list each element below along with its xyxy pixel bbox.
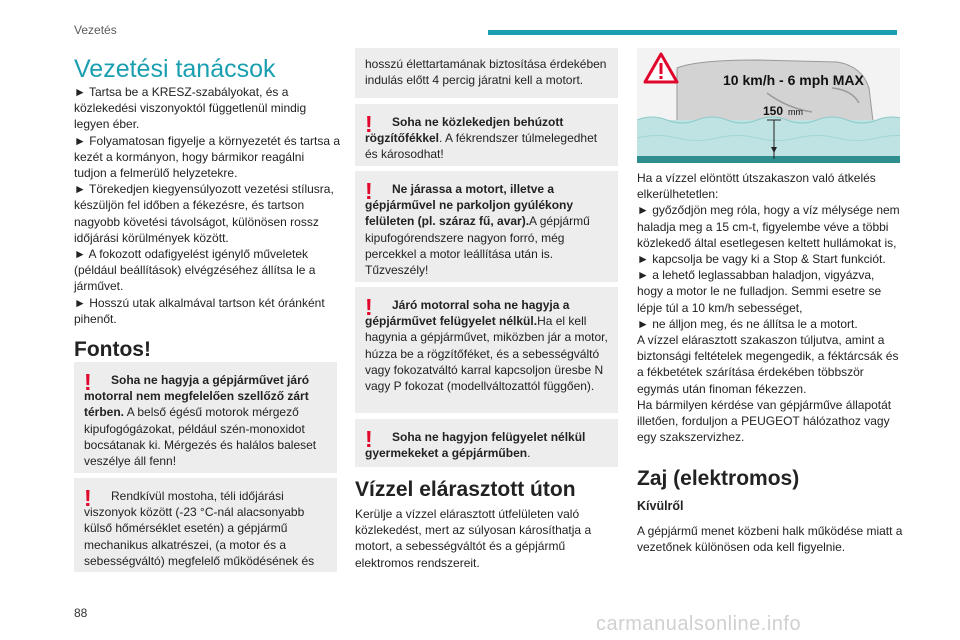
flood-line: ► győződjön meg róla, hogy a víz mélysége nem haladja meg a 15 cm-t, figyelembe véve a többi közlekedő által esetlegesen keltett hullámokat is,: [637, 203, 900, 250]
warning-icon: !: [365, 111, 373, 137]
section-header: Vezetés: [74, 23, 117, 37]
warning-text: A gépjármű kipufogórendszere nagyon forró, még percekkel a motor leállítása után is. Tűzveszély!: [365, 214, 590, 278]
warning-text: A belső égésű motorok mérgező kipufogógázokat, például szén-monoxidot bocsátanak ki. Mérgezés és halálos baleset veszélye áll fenn!: [84, 405, 317, 469]
warning-bold: Járó motorral soha ne hagyja a gépjárművet felügyelet nélkül.: [365, 298, 570, 329]
header-accent-bar: [488, 30, 897, 35]
warning-icon: !: [365, 294, 373, 320]
warning-text: hosszú élettartamának biztosítása érdekében indulás előtt 4 percig járatni kell a motort.: [365, 57, 607, 88]
watermark: carmanualsonline.info: [596, 613, 802, 635]
warning-text: Rendkívül mostoha, téli időjárási viszonyok között (-23 °C-nál alacsonyabb külső hőmérséklet esetén) a gépjármű mechanikus alkatrészei, (a motor és a sebességváltó) megfelelő működésének és: [84, 489, 315, 568]
flood-line: ► a lehető leglassabban haladjon, vigyázva, hogy a motor le ne fulladjon. Semmi esetre se lépje túl a 10 km/h sebességet,: [637, 268, 882, 315]
flood-line: ► ne álljon meg, és ne állítsa le a motort.: [637, 316, 858, 331]
depth-value-label: 150: [763, 104, 784, 118]
outside-subheading: Kívülről: [637, 499, 684, 513]
warning-text: . A fékrendszer túlmelegedhet és károsodhat!: [365, 131, 598, 162]
car-in-water-icon: [637, 48, 900, 163]
flood-line: A vízzel elárasztott szakaszon túljutva, amint a biztonsági feltételek megengedik, a féktárcsák és a fékbetétek szárítása érdekében többször egymás után finoman fékezzen.: [637, 333, 899, 396]
warning-icon: !: [365, 426, 373, 452]
driving-tips: [74, 84, 340, 327]
tip-item: ► Folyamatosan figyelje a környezetét és tartsa a kezét a kormányon, hogy bármikor reagálni tudjon a felmerülő helyzetekre.: [74, 133, 341, 181]
flood-heading: Vízzel elárasztott úton: [355, 478, 576, 501]
flood-line: ► kapcsolja be vagy ki a Stop & Start funkciót.: [637, 252, 886, 267]
flood-line: Ha bármilyen kérdése van gépjárműve állapotát illetően, forduljon a PEUGEOT hálózathoz vagy egy szakszervizhez.: [637, 397, 892, 445]
outside-text: A gépjármű menet közbeni halk működése miatt a vezetőnek különösen oda kell figyelnie.: [637, 524, 903, 555]
noise-heading: Zaj (elektromos): [637, 467, 800, 490]
tip-item: ► A fokozott odafigyelést igénylő műveletek (például beállítások) elvégzéséhez állítsa le a járművet.: [74, 247, 316, 294]
warning-icon: !: [365, 178, 373, 204]
tip-item: ► Hosszú utak alkalmával tartson két óránként pihenőt.: [74, 295, 325, 326]
flood-intro: Kerülje a vízzel elárasztott útfelületen való közlekedést, mert az súlyosan károsíthatja a motort, a sebességváltót és a gépjármű elektromos rendszereit.: [355, 507, 592, 570]
page-number: 88: [74, 606, 88, 620]
flooded-road-illustration: [637, 48, 900, 163]
important-heading: Fontos!: [74, 338, 151, 361]
warning-icon: !: [84, 485, 92, 511]
warning-bold: Soha ne hagyjon felügyelet nélkül gyermekeket a gépjárműben: [365, 430, 586, 461]
warning-box-unattended: [355, 287, 618, 413]
flood-instructions: [637, 170, 903, 445]
warning-box-winter-cont: [355, 48, 618, 98]
warning-box-enclosed-space: [74, 362, 337, 473]
warning-box-winter: [74, 478, 337, 572]
page-title: Vezetési tanácsok: [74, 55, 276, 83]
warning-text: .: [527, 446, 531, 461]
warning-box-children: [355, 419, 618, 467]
warning-bold: Ne járassa a motort, illetve a gépjárművel ne parkoljon gyúlékony felületen (pl. száraz fű, avar).: [365, 182, 574, 229]
flood-line: Ha a vízzel elöntött útszakaszon való átkelés elkerülhetetlen:: [637, 171, 876, 202]
warning-icon: !: [84, 369, 92, 395]
depth-unit-label: mm: [788, 107, 803, 117]
warning-box-flammable: [355, 171, 618, 282]
tip-item: ► Tartsa be a KRESZ-szabályokat, és a közlekedési viszonyoktól függetlenül mindig legyen éber.: [74, 85, 307, 132]
warning-box-handbrake: [355, 104, 618, 166]
warning-text: Ha el kell hagynia a gépjárművet, miközben jár a motor, húzza be a rögzítőféket, és a sebességváltó vagy fokozatváltó karral kapcsoljon üresbe N vagy P fokozat (modellváltozattól függően).: [365, 314, 608, 394]
tip-item: ► Törekedjen kiegyensúlyozott vezetési stílusra, készüljön fel időben a fékezésre, és tartson nagyobb követési távolságot, különösen rossz időjárási körülmények között.: [74, 182, 334, 245]
speed-limit-label: 10 km/h - 6 mph MAX: [723, 72, 864, 88]
warning-bold: Soha ne közlekedjen behúzott rögzítőfékkel: [365, 115, 564, 146]
warning-bold: Soha ne hagyja a gépjárművet járó motorral nem megfelelően szellőző zárt térben.: [84, 373, 310, 420]
